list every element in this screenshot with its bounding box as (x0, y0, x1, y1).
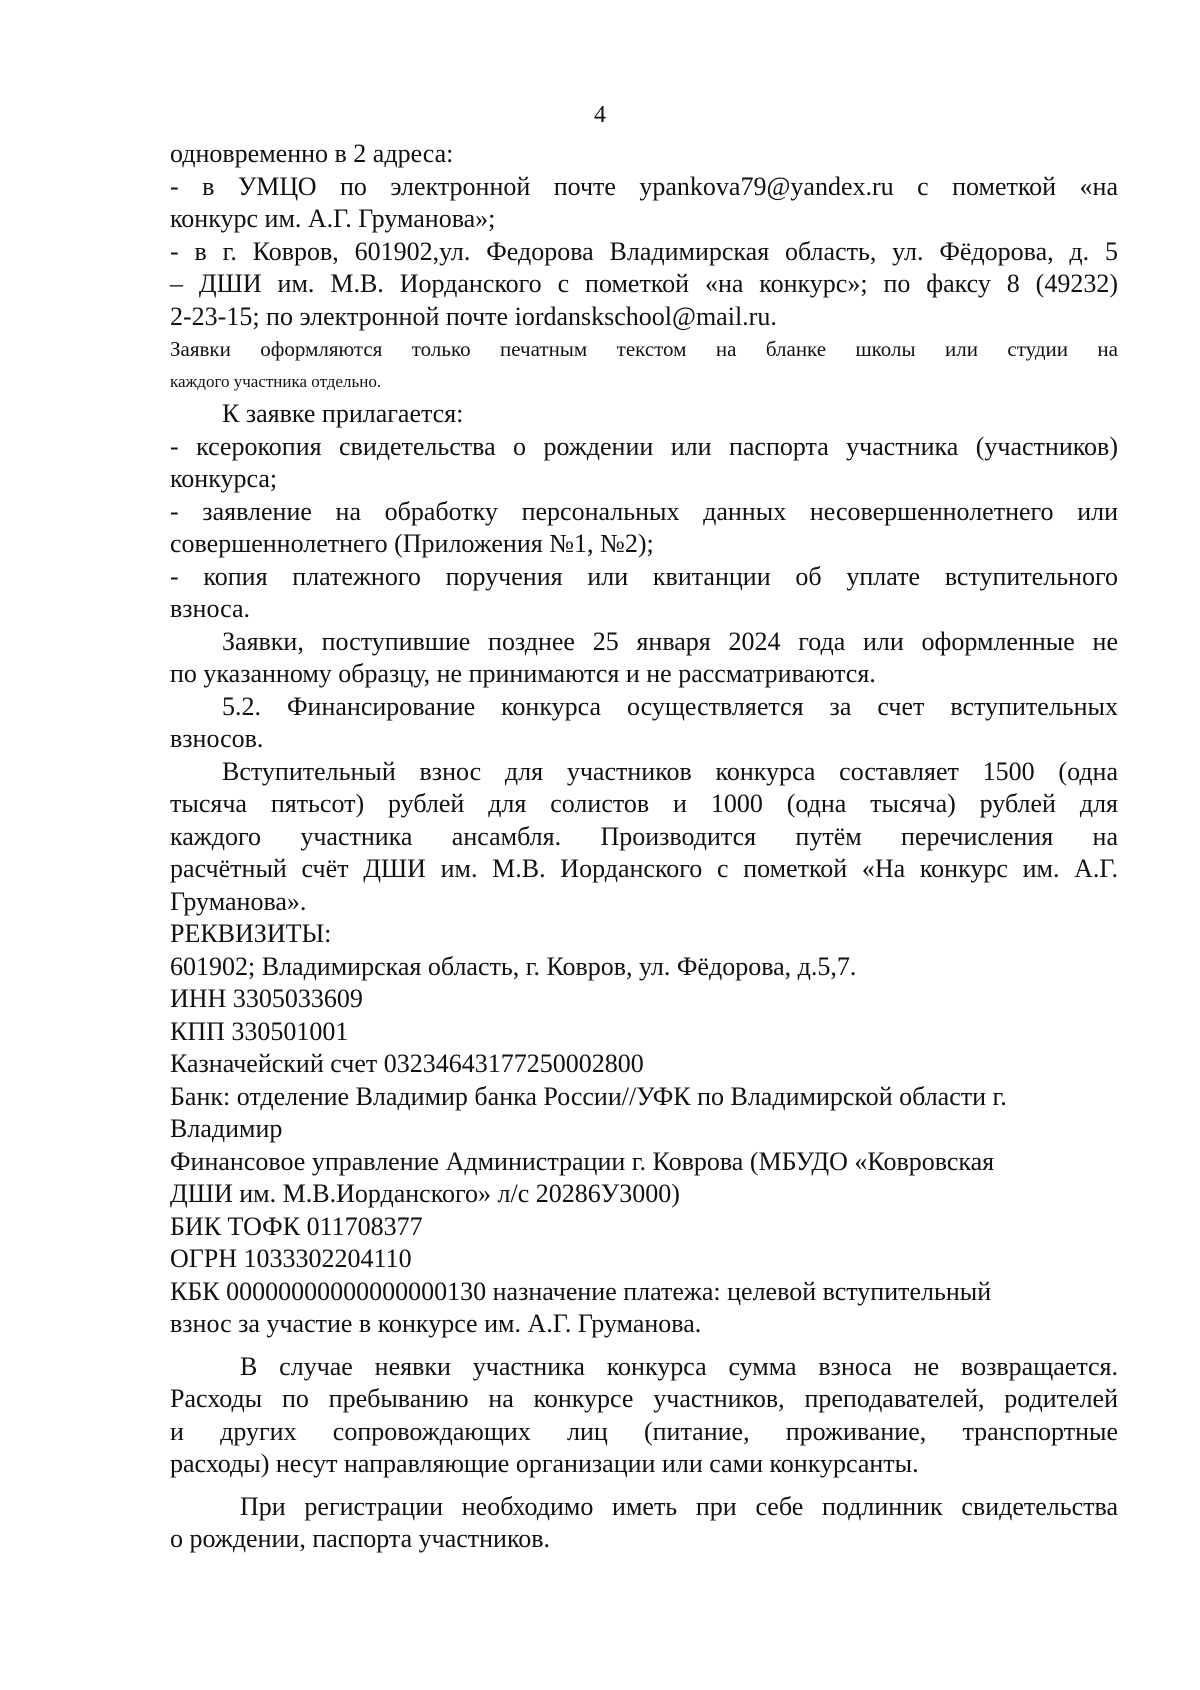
text-line: ДШИ им. М.В.Иорданского» л/с 20286У3000) (170, 1179, 680, 1208)
text-line: взноса. (170, 594, 251, 623)
text-line: Владимир (170, 1114, 283, 1143)
text-line: одновременно в 2 адреса: (170, 139, 454, 168)
text-line: 2-23-15; по электронной почте iordanskschool@mail.ru. (170, 301, 777, 331)
text-line: БИК ТОФК 011708377 (170, 1211, 423, 1241)
text-line: взнос за участие в конкурсе им. А.Г. Груманова. (170, 1309, 702, 1338)
text-line: Казначейский счет 03234643177250002800 (170, 1049, 644, 1078)
text-line: К заявке прилагается: (222, 399, 464, 428)
text-line: конкурса; (170, 464, 278, 493)
text-line: совершеннолетнего (Приложения №1, №2); (170, 529, 654, 558)
text-line: КБК 00000000000000000130 назначение платежа: целевой вступительный (170, 1276, 992, 1306)
text-line: и других сопровождающих лиц (питание, проживание, транспортные (170, 1416, 1118, 1446)
text-line: - заявление на обработку персональных данных несовершеннолетнего или (170, 496, 1118, 526)
text-line: 601902; Владимирская область, г. Ковров, ул. Фёдорова, д.5,7. (170, 951, 857, 981)
text-line: - ксерокопия свидетельства о рождении или паспорта участника (участников) (170, 431, 1118, 461)
text-line: Заявки, поступившие позднее 25 января 2024 года или оформленные не (222, 626, 1118, 656)
text-line: Вступительный взнос для участников конкурса составляет 1500 (одна (222, 756, 1118, 786)
text-line: расчётный счёт ДШИ им. М.В. Иорданского с пометкой «На конкурс им. А.Г. (170, 854, 1118, 883)
text-line: ОГРН 1033302204110 (170, 1244, 412, 1273)
text-line: Банк: отделение Владимир банка России//УФК по Владимирской области г. (170, 1081, 1007, 1111)
text-line: РЕКВИЗИТЫ: (170, 919, 332, 948)
text-line: - копия платежного поручения или квитанции об уплате вступительного (170, 561, 1118, 591)
text-line: – ДШИ им. М.В. Иорданского с пометкой «на конкурс»; по факсу 8 (49232) (170, 269, 1118, 298)
text-line: ИНН 3305033609 (170, 984, 363, 1013)
text-line: Расходы по пребыванию на конкурсе участников, преподавателей, родителей (170, 1384, 1118, 1413)
paragraph-gap (170, 1341, 1118, 1351)
paragraph-gap (170, 1481, 1118, 1491)
text-line: расходы) несут направляющие организации или сами конкурсанты. (170, 1449, 919, 1478)
text-line: каждого участника отдельно. (170, 371, 382, 391)
text-line: конкурс им. А.Г. Груманова»; (170, 204, 496, 233)
page-number: 4 (594, 102, 606, 128)
text-line: 5.2. Финансирование конкурса осуществляется за счет вступительных (222, 691, 1118, 721)
text-line: Груманова». (170, 886, 307, 916)
text-line: тысяча пятьсот) рублей для солистов и 1000 (одна тысяча) рублей для (170, 789, 1118, 818)
text-line: КПП 330501001 (170, 1016, 349, 1046)
text-line: Финансовое управление Администрации г. Коврова (МБУДО «Ковровская (170, 1146, 995, 1176)
text-line: взносов. (170, 724, 264, 753)
text-line: о рождении, паспорта участников. (170, 1524, 551, 1553)
text-line: В случае неявки участника конкурса сумма взноса не возвращается. (240, 1351, 1118, 1381)
text-line: каждого участника ансамбля. Производится путём перечисления на (170, 821, 1118, 851)
text-line: - в г. Ковров, 601902,ул. Федорова Владимирская область, ул. Фёдорова, д. 5 (170, 236, 1118, 266)
text-line: по указанному образцу, не принимаются и не рассматриваются. (170, 659, 876, 688)
text-line: При регистрации необходимо иметь при себе подлинник свидетельства (240, 1491, 1118, 1521)
text-line: - в УМЦО по электронной почте ypankova79@yandex.ru с пометкой «на (170, 171, 1118, 201)
document-body (170, 138, 1118, 1556)
text-line: Заявки оформляются только печатным текстом на бланке школы или студии на (170, 337, 1118, 361)
